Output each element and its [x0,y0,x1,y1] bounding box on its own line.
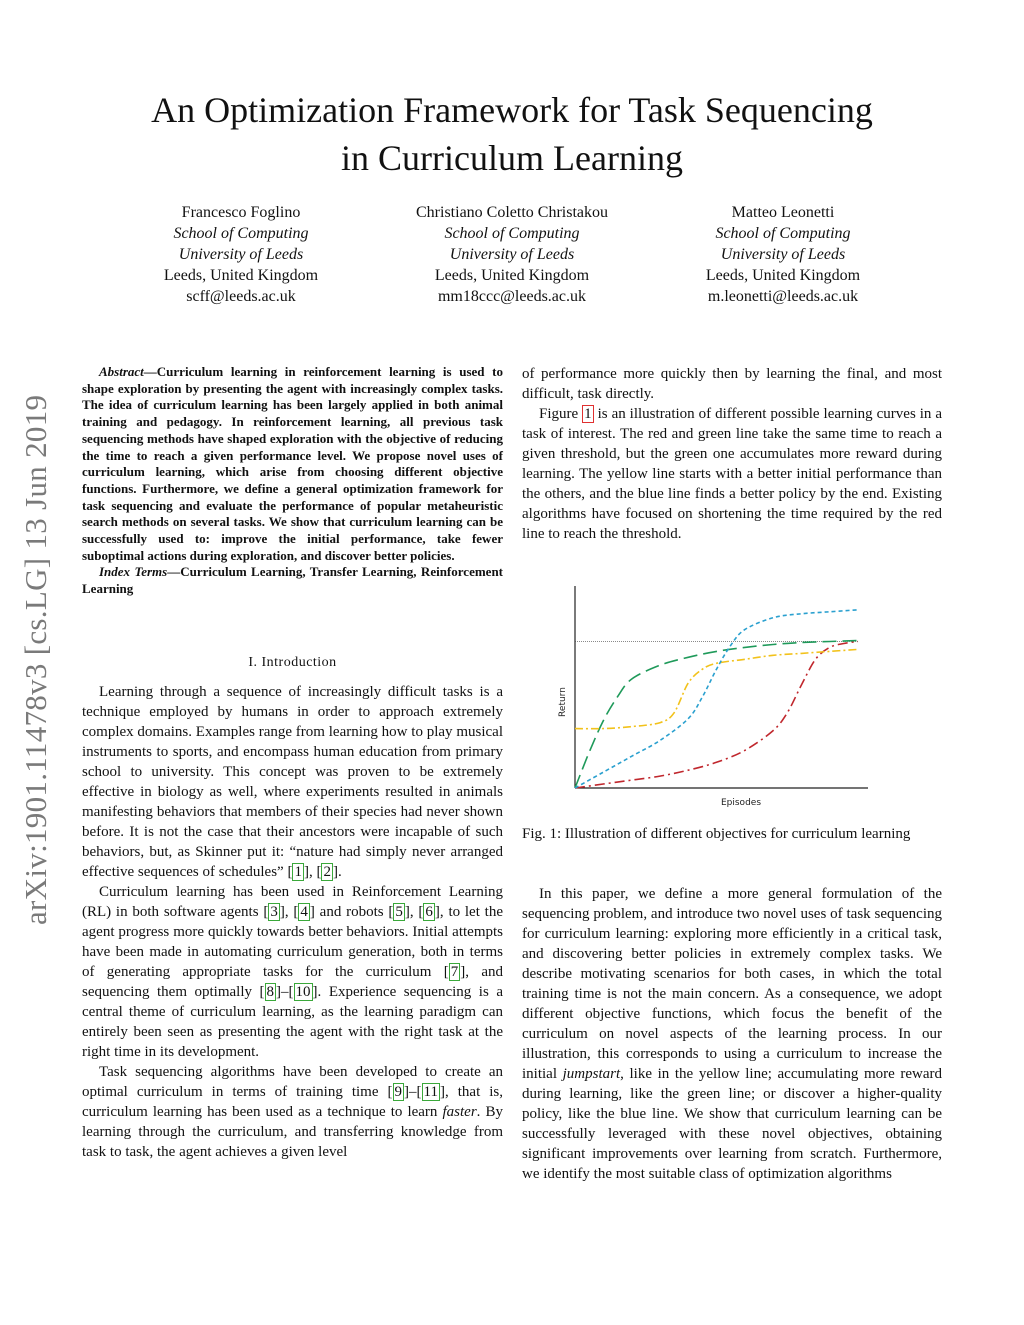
author-location: Leeds, United Kingdom [163,267,319,284]
emphasis-faster: faster [442,1104,477,1120]
index-terms-text: —Curriculum Learning, Transfer Learning, Reinforcement Learning [82,564,503,597]
abstract-label: Abstract [99,364,144,379]
author-name: Christiano Coletto Christakou [416,204,608,221]
intro-paragraph-2a: Curriculum learning has been used in Reinforcement Learning (RL) in both software agents [82,884,503,920]
index-terms-label: Index Terms [99,564,168,580]
section-heading: I. Introduction [248,655,337,670]
right-paragraph-3a: In this paper, we define a more general formulation of the sequencing problem, and introduce two novel uses of task sequencing for curriculum learning: exploring more efficiently in a critical task, and discovering better policies in extremely complex tasks. We describe motivating scenarios for both cases, in which the total training time is not the main concern. As a consequence, we adopt different objective functions, which focus the benefit of the curriculum on novel aspects of the learning process. In our illustration, this corresponds to using a curriculum to increase the initial [522,886,942,1082]
x-axis-label: Episodes [720,798,762,808]
intro-paragraph-3a: Task sequencing algorithms have been developed to create an optimal curriculum in terms of training time [82,1064,503,1100]
intro-column: Learning through a sequence of increasingly difficult tasks is a technique employed by humans in order to approach extremely complex domains. Examples range from learning how to play musical instruments to sports, and encompass human education from primary school to university. This concept was proven to be extremely effective in biology as well, where experiments resulted in animals manifesting behaviors that members of their species had never shown before. It is not the case that their ancestors were incapable of such behaviors, but, as Skinner put it: “nature had simply never arranged effective sequences of schedules” [ 1 ], [ 2 ]. Curriculum learning has been used in Reinforcement Learning (RL) in both software agents [ 3 ], [ 4 ] and robots [ 5 ], [ 6 ], to let the agent progress more quickly towards better behaviors. Initial attempts have been made in automating curriculum generation, both in terms of generating appropriate tasks for the curriculum [ 7 ], and sequencing them optimally [ 8 ]–[ 10 ]. Experience sequencing is a central theme of curriculum learning, as the learning paradigm can entirely been seen as presenting the agent with the right task at the right time in its development. Task sequencing algorithms have been developed to create an optimal curriculum in terms of training time [ 9 ]–[ 11 ], that is, curriculum learning has been used as a technique to learn faster. By learning through the curriculum, and transferring knowledge from task to task, the agent achieves a given level [82,684,504,1160]
figure-ref-link[interactable]: 1 [584,406,592,422]
author-dept: School of Computing [173,225,309,242]
author-block-2 [372,202,652,307]
intro-paragraph-2b: and robots [319,904,384,920]
citation-link[interactable]: 5 [395,904,403,920]
citation-link[interactable]: 1 [294,864,302,880]
author-name: Francesco Foglino [181,204,301,221]
plot-area [575,586,868,788]
title-line-1: An Optimization Framework for Task Sequencing [151,90,873,130]
citation-link[interactable]: 9 [394,1084,403,1100]
citation-link[interactable]: 2 [323,864,331,880]
intro-paragraph-3c: . By learning through the curriculum, and transferring knowledge from task to task, the agent achieves a given level [82,1104,503,1160]
author-email: m.leonetti@leeds.ac.uk [707,288,859,305]
arxiv-identifier: arXiv:1901.11478v3 [cs.LG] 13 Jun 2019 [18,394,53,925]
author-location: Leeds, United Kingdom [705,267,861,284]
intro-paragraph-2c: , to let the agent progress more quickly towards better behaviors. Initial attempts have been made in automating curriculum generation, both in terms of generating appropriate tasks for the curriculum [82,904,503,980]
series-line-yellow [575,649,858,728]
right-column-top [522,364,942,544]
right-paragraph-1: of performance more quickly then by learning the final, and most difficult, task directly. [522,366,942,402]
author-univ: University of Leeds [178,246,304,263]
author-dept: School of Computing [444,225,580,242]
citation-link[interactable]: 8 [266,984,275,1000]
figure-caption: Fig. 1: Illustration of different objectives for curriculum learning [522,826,911,842]
title-line-2: in Curriculum Learning [341,138,683,178]
intro-paragraph-3b: , that is, curriculum learning has been used as a technique to learn [82,1084,504,1120]
intro-paragraph-1: Learning through a sequence of increasingly difficult tasks is a technique employed by humans in order to approach extremely complex domains. Examples range from learning how to play musical instruments to sports, and encompass human education from primary school to university. This concept was proven to be extremely effective in biology as well, where experiments resulted in animals manifesting behaviors that members of their species had never shown before. It is not the case that their ancestors were incapable of such behaviors, but, as Skinner put it: “nature had simply never arranged effective sequences of schedules” [82,684,503,880]
y-axis-label: Return [558,687,568,717]
right-column-bottom [522,884,942,1184]
citation-link[interactable]: 4 [300,904,308,920]
author-email: mm18ccc@leeds.ac.uk [437,288,586,305]
citation-link[interactable]: 11 [423,1084,438,1100]
emphasis-jumpstart: jumpstart [562,1066,621,1082]
author-dept: School of Computing [715,225,851,242]
author-block-1 [101,202,381,307]
author-name: Matteo Leonetti [731,204,835,221]
author-location: Leeds, United Kingdom [434,267,590,284]
citation-link[interactable]: 10 [295,984,311,1000]
series-line-blue [575,610,858,788]
citation-link[interactable]: 6 [425,904,433,920]
author-email: scff@leeds.ac.uk [186,288,296,305]
author-univ: University of Leeds [720,246,846,263]
right-paragraph-2a: Figure [539,406,579,422]
citation-link[interactable]: 7 [450,964,459,980]
intro-paragraph-2d: , and sequencing them optimally [82,964,503,1000]
learning-curves-chart [540,582,880,812]
right-paragraph-2b: is an illustration of different possible learning curves in a task of interest. The red and green line take the same time to reach a given threshold, but the green one accumulates more reward during learning. The yellow line starts with a better initial performance than the others, and the blue line finds a better policy by the end. Existing algorithms have focused on shortening the time required by the red line to reach the threshold. [522,406,943,542]
abstract [82,364,503,598]
intro-paragraph-2e: . Experience sequencing is a central theme of curriculum learning, as the learning paradigm can entirely been seen as presenting the agent with the right task at the right time in its development. [82,984,503,1060]
author-univ: University of Leeds [449,246,575,263]
right-paragraph-3b: , like in the yellow line; accumulating more reward during learning, like the green line; or discover a higher-quality policy, like the blue line. We show that curriculum learning can be successfully leveraged with these novel objectives, obtaining significant improvements over learning from scratch. Furthermore, we identify the most suitable class of optimization algorithms [522,1066,943,1182]
paper-title [0,86,1024,182]
author-block-3 [643,202,923,307]
abstract-text: —Curriculum learning in reinforcement learning is used to shape exploration by presenting the agent with increasingly complex tasks. The idea of curriculum learning has been largely applied in both animal training and pedagogy. In reinforcement learning, all previous task sequencing methods have shaped exploration with the objective of reducing the time to reach a given performance level. We propose novel uses of curriculum learning, which arise from choosing different objective functions. Furthermore, we define a general optimization framework for task sequencing and evaluate the performance of popular metaheuristic search methods on several tasks. We show that curriculum learning can be successfully used to: improve the initial performance, take fewer suboptimal actions during exploration, and discover better policies. [82,364,503,563]
citation-link[interactable]: 3 [270,904,278,920]
